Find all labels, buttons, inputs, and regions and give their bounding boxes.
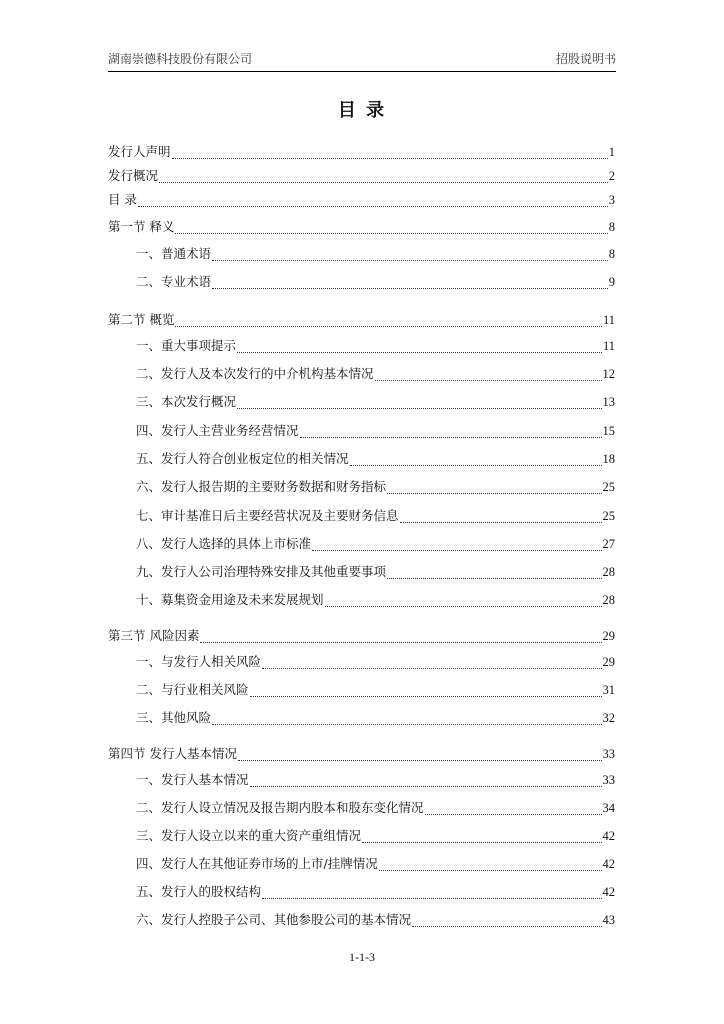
toc-entry-label: 四、发行人主营业务经营情况 (136, 423, 299, 438)
dot-leader (238, 748, 602, 761)
toc-entry-label: 十、募集资金用途及未来发展规划 (136, 592, 324, 607)
toc-entry-page: 34 (602, 801, 615, 815)
toc-entry[interactable] (108, 450, 615, 468)
toc-entry-page: 15 (602, 424, 615, 438)
toc-entry[interactable] (108, 167, 615, 185)
toc-entry-label: 第四节 发行人基本情况 (108, 746, 237, 761)
toc-entry-page: 43 (602, 913, 615, 927)
toc-entry-page: 18 (602, 452, 615, 466)
toc-entry[interactable] (108, 191, 615, 209)
toc-entry[interactable] (108, 507, 615, 525)
toc-entry[interactable] (108, 478, 615, 496)
dot-leader (387, 481, 601, 494)
toc-entry-page: 1 (608, 145, 615, 159)
toc-entry-page: 28 (602, 565, 615, 579)
toc-entry[interactable] (108, 365, 615, 383)
toc-entry-label: 六、发行人控股子公司、其他参股公司的基本情况 (136, 912, 412, 927)
dot-leader (212, 712, 601, 725)
toc-entry-page: 12 (602, 367, 615, 381)
toc-entry-label: 二、发行人设立情况及报告期内股本和股东变化情况 (136, 800, 424, 815)
toc-entry-page: 3 (608, 193, 615, 207)
dot-leader (237, 396, 601, 409)
dot-leader (425, 802, 602, 815)
toc-entry[interactable] (108, 855, 615, 873)
toc-entry-page: 11 (602, 313, 615, 327)
toc-entry[interactable] (108, 393, 615, 411)
toc-entry[interactable] (108, 883, 615, 901)
dot-leader (250, 684, 602, 697)
toc-entry-page: 42 (602, 885, 615, 899)
toc-entry-label: 第三节 风险因素 (108, 628, 200, 643)
toc-entry[interactable] (108, 143, 615, 161)
toc-entry-page: 31 (602, 683, 615, 697)
toc-entry-page: 2 (608, 169, 615, 183)
toc-entry-page: 25 (602, 509, 615, 523)
toc-entry-page: 25 (602, 480, 615, 494)
dot-leader (175, 314, 601, 327)
toc-entry-page: 29 (602, 629, 615, 643)
toc-entry-page: 28 (602, 593, 615, 607)
dot-leader (237, 340, 602, 353)
dot-leader (412, 914, 601, 927)
toc-entry-page: 8 (608, 247, 615, 261)
toc-entry-page: 29 (602, 655, 615, 669)
toc-entry-label: 八、发行人选择的具体上市标准 (136, 536, 312, 551)
toc-entry-page: 8 (608, 220, 615, 234)
toc-entry-label: 六、发行人报告期的主要财务数据和财务指标 (136, 479, 387, 494)
dot-leader (250, 774, 602, 787)
toc-entry-label: 五、发行人符合创业板定位的相关情况 (136, 451, 349, 466)
toc-entry-label: 三、其他风险 (136, 710, 212, 725)
page-title: 目 录 (337, 100, 387, 121)
toc-entry-label: 一、发行人基本情况 (136, 772, 249, 787)
toc-entry-page: 42 (602, 857, 615, 871)
toc-entry[interactable] (108, 535, 615, 553)
dot-leader (375, 368, 602, 381)
dot-leader (212, 276, 608, 289)
dot-leader (262, 886, 601, 899)
toc-entry[interactable] (108, 827, 615, 845)
dot-leader (325, 594, 602, 607)
toc-entry-label: 二、发行人及本次发行的中介机构基本情况 (136, 366, 374, 381)
toc-entry-label: 发行概况 (108, 168, 159, 183)
toc-entry-label: 第一节 释义 (108, 219, 175, 234)
toc-entry[interactable] (108, 911, 615, 929)
toc-entry-label: 七、审计基准日后主要经营状况及主要财务信息 (136, 508, 399, 523)
header-company: 湖南崇德科技股份有限公司 (108, 52, 253, 66)
running-header (108, 50, 616, 72)
dot-leader (350, 453, 602, 466)
dot-leader (138, 194, 608, 207)
dot-leader (387, 566, 601, 579)
dot-leader (312, 538, 601, 551)
toc-entry-page: 13 (602, 395, 615, 409)
toc-entry-label: 三、本次发行概况 (136, 394, 237, 409)
toc-entry[interactable] (108, 337, 615, 355)
toc-entry[interactable] (108, 709, 615, 727)
toc-entry-label: 一、与发行人相关风险 (136, 654, 262, 669)
toc-entry-label: 第二节 概览 (108, 312, 175, 327)
dot-leader (300, 425, 602, 438)
toc-entry-page: 42 (602, 829, 615, 843)
toc-entry-page: 33 (602, 773, 615, 787)
toc-entry[interactable] (108, 627, 615, 645)
toc-entry-label: 目 录 (108, 192, 137, 207)
dot-leader (262, 656, 601, 669)
dot-leader (362, 830, 601, 843)
toc-entry-label: 发行人声明 (108, 144, 171, 159)
toc-entry[interactable] (108, 422, 615, 440)
dot-leader (212, 248, 608, 261)
toc-entry-page: 11 (602, 339, 615, 353)
toc-entry[interactable] (108, 245, 615, 263)
toc-entry[interactable] (108, 799, 615, 817)
dot-leader (379, 858, 602, 871)
page-number: 1-1-3 (349, 950, 375, 964)
toc-entry-label: 五、发行人的股权结构 (136, 884, 262, 899)
toc-entry-label: 二、与行业相关风险 (136, 682, 249, 697)
toc-entry-page: 32 (602, 711, 615, 725)
toc-entry[interactable] (108, 273, 615, 291)
toc-entry[interactable] (108, 653, 615, 671)
toc-entry-label: 一、重大事项提示 (136, 338, 237, 353)
dot-leader (200, 630, 601, 643)
dot-leader (172, 146, 608, 159)
toc-entry-page: 33 (602, 747, 615, 761)
toc-entry-label: 九、发行人公司治理特殊安排及其他重要事项 (136, 564, 387, 579)
toc-entry[interactable] (108, 311, 615, 329)
toc-entry-page: 27 (602, 537, 615, 551)
toc-entry[interactable] (108, 771, 615, 789)
toc-entry-label: 三、发行人设立以来的重大资产重组情况 (136, 828, 362, 843)
dot-leader (400, 510, 602, 523)
toc-entry[interactable] (108, 563, 615, 581)
toc-entry-page: 9 (608, 275, 615, 289)
toc-entry[interactable] (108, 218, 615, 236)
toc-entry[interactable] (108, 591, 615, 609)
toc-entry-label: 一、普通术语 (136, 246, 212, 261)
toc-entry-label: 二、专业术语 (136, 274, 212, 289)
dot-leader (159, 170, 608, 183)
toc-entry[interactable] (108, 745, 615, 763)
toc-entry-label: 四、发行人在其他证券市场的上市/挂牌情况 (136, 856, 378, 871)
header-doc-title: 招股说明书 (555, 52, 616, 66)
toc-entry[interactable] (108, 681, 615, 699)
dot-leader (175, 221, 607, 234)
